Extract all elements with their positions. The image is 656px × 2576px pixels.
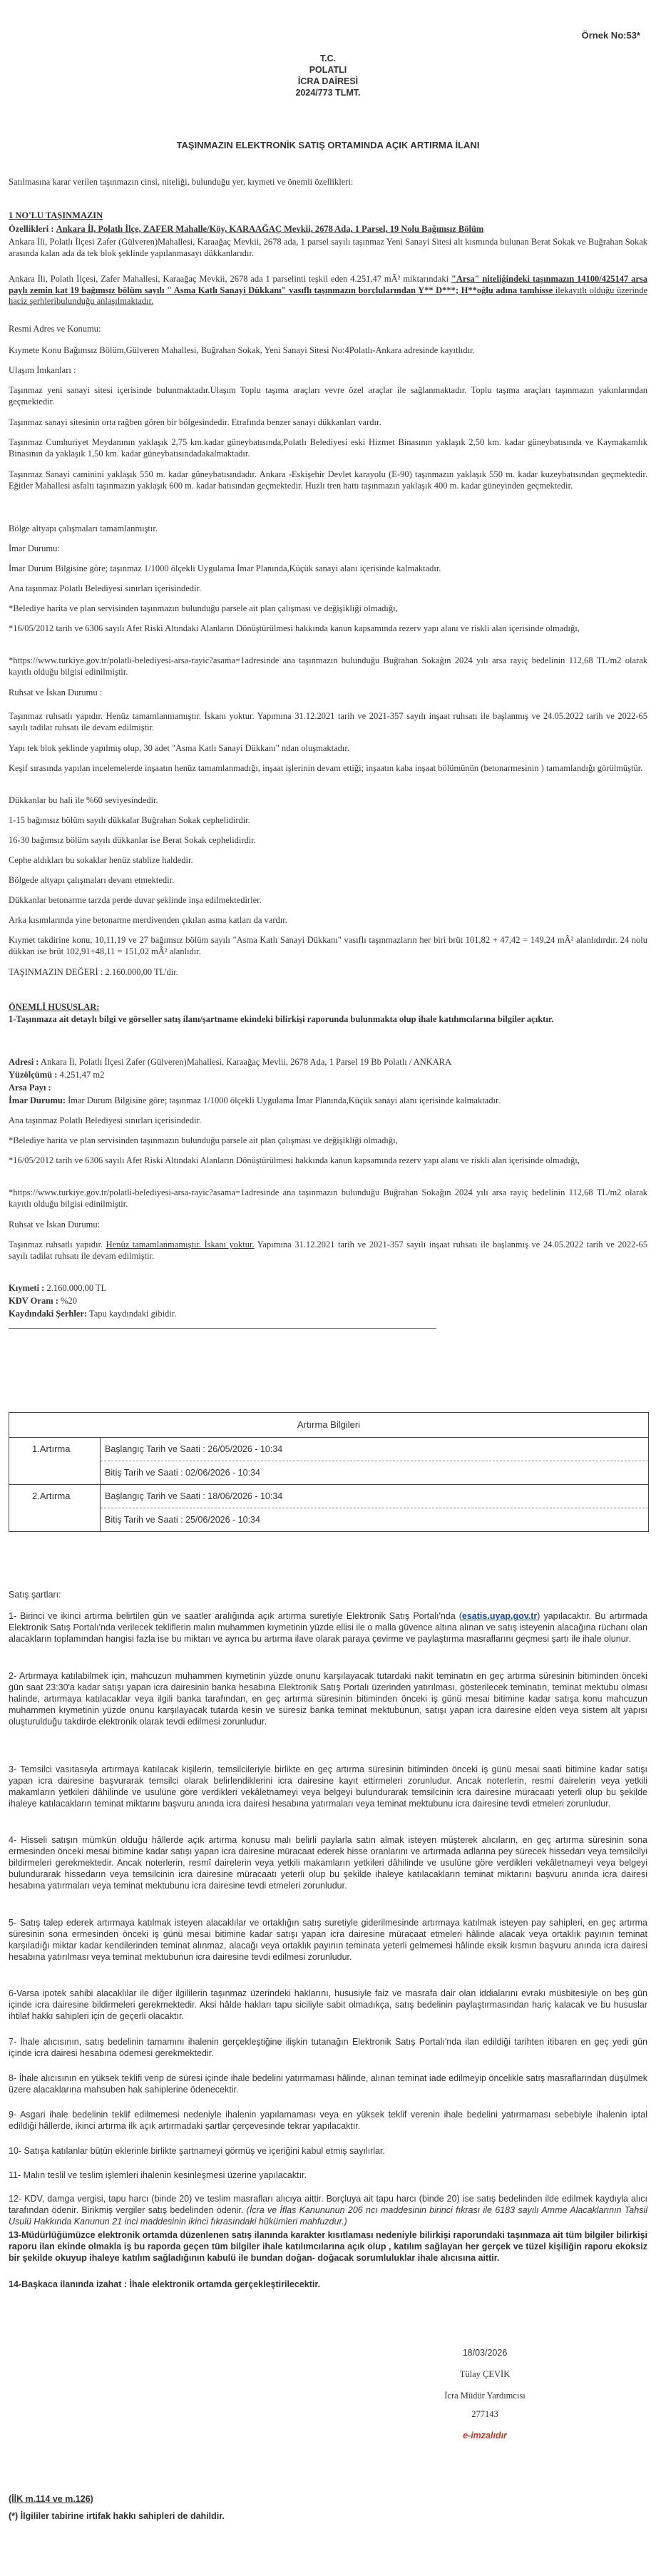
area-value: 4.251,47 m2 — [59, 1070, 105, 1080]
license-8: Bölgede altyapı çalışmaları devam etmektedir. — [9, 875, 175, 885]
signature-name: Tülay ÇEVİK — [459, 2369, 511, 2379]
share-label: Arsa Payı : — [9, 1083, 51, 1093]
kayit-value: Tapu kaydındaki gibidir. — [89, 1309, 177, 1319]
auction-end: Bitiş Tarih ve Saati : 25/06/2026 - 10:34 — [105, 1515, 260, 1525]
zoning-1: İmar Durum Bilgisine göre; taşınmaz 1/1000 ölçekli Uygulama İmar Planında,Küçük sanayi alanı içerisinde kalmaktadır. — [9, 563, 441, 573]
notes-zoning-5: *https://www.turkiye.gov.tr/polatli-belediyesi-arsa-rayic?asama=1adresinde ana taşınmazın bulunduğu Buğrahan Sokağın 2024 yılı arsa rayiç bedelinin 112,68 TL/m2 olarak kayıtlı olduğu bilgisi edinilmiştir. — [9, 1187, 647, 1209]
intro-text: Satılmasına karar verilen taşınmazın cinsi, niteliği, bulunduğu yer, kıymeti ve önemli özellikleri: — [9, 177, 354, 187]
org-line-4: 2024/773 TLMT. — [295, 88, 361, 98]
signature-title: İcra Müdür Yardımcısı — [444, 2391, 526, 2401]
license-3: Keşif sırasında yapılan incelemelerde inşaatın henüz tamamlanmadığı, inşaat işlerinin devam ettiği; inşaatın kaba inşaat bölümünün (betonarmesinin ) tamamlandığı görülmüştür. — [9, 763, 643, 773]
org-line-2: POLATLI — [309, 65, 347, 75]
auction-row-2 — [9, 1485, 648, 1531]
note-1: 1-Taşınmaza ait detaylı bilgi ve görseller satış ilanı/şartname ekindeki bilirkişi raporunda bulunmakta olup ihale katılımcılarına bilgiler açıktır. — [9, 1014, 554, 1024]
terms-heading: Satış şartları: — [9, 1590, 61, 1600]
features-value: Ankara İl, Polatlı İlçe, ZAFER Mahalle/Köy, KARAAĞAÇ Mevkii, 2678 Ada, 1 Parsel, 19 Nolu Bağımsız Bölüm — [56, 224, 484, 234]
license-11: Kıymet takdirine konu, 10,11,19 ve 27 bağımsız bölüm sayılı "Asma Katlı Sanayi Dükkanı" vasıflı taşınmazların her biri brüt 101,82 + 47,42 = 149,24 mÂ² alanlıdırdır. 24 nolu dükkan ise brüt 102,91+48,11 = 151,02 mÂ² alanlıdır. — [9, 935, 647, 956]
term-2: 2- Artırmaya katılabilmek için, mahcuzun muhammen kıymetinin yüzde onunu karşılayacak tutardaki nakit teminatın en geç artırma süresinin bitiminden önceki gün saat 23:30'a kadar satışı yapan icra dairesinin banka hesabına Elektronik Satış Portalı üzerinden yatırılması, gösterilecek teminatın, teminat mektubu olması halinde, artırmaya katılacaklar veya ilgili banka tarafından, en geç artırma süresinin bitiminden önceki iş günü mesai bitimine kadar satışa konu mahcuzun muhammen kıymetinin yüzde onunu karşılayacak tutarda kesin ve süresiz banka teminat mektubunun, satışı yapan icra dairesine elden veya sistem alt yapısı oluşturulduğu takdirde elektronik olarak tevdi edilmesi zorunludur. — [9, 1671, 647, 1727]
term-14: 14-Başkaca ilanında izahat : İhale elektronik ortamda gerçekleştirilecektir. — [9, 2279, 321, 2289]
term-7: 7- İhale alıcısının, satış bedelinin tamamını ihalenin gerçekleştiğine ilişkin tutanağın Elektronik Satış Portalı'nda ilan edildiği tarihten itibaren en geç yedi gün içinde icra dairesi hesabına ödemesi gerekmektedir. — [9, 2037, 647, 2058]
auction-table-title: Artırma Bilgileri — [9, 1413, 648, 1438]
auction-table — [9, 1412, 649, 1532]
license-part-a: Taşınmaz ruhsatlı yapıdır. — [9, 1240, 106, 1249]
notes-address — [9, 1057, 647, 1068]
term-12-part-a: 12- KDV, damga vergisi, tapu harcı (binde 20) ve teslim masrafları alıcıya aittir. Borçluya ait tapu harcı (binde 20) ise satış bedelinden ilde edilmek kaydıyla alıcı tarafından ödenir. Birikmiş vergiler satış bedelinden ödenir. — [9, 2194, 647, 2215]
area-label: Yüzölçümü : — [9, 1070, 58, 1080]
kiymet-line — [9, 1283, 647, 1294]
divider — [9, 1328, 436, 1329]
transport-4: Taşınmaz Sanayi caminini yaklaşık 550 m. kadar güneybatısındadır. Ankara -Eskişehir Devlet karayolu (E-90) taşınmazın yaklaşık 550 m. kadar kuzeybatısından geçmektedir. Eğitler Mahallesi asfaltı taşınmazın yaklaşık 600 m. kadar batısından geçmektedir. Huzlı tren hattı taşınmazın yaklaşık 400 m. kadar güneyinden geçmektedir. — [9, 469, 647, 491]
zoning-4: *16/05/2012 tarih ve 6306 sayılı Afet Riski Altındaki Alanların Dönüştürülmesi hakkında kanun kapsamında rezerv yapı alanı ve riskli alan içerisinde olmadığı, — [9, 623, 580, 633]
transport-title: Ulaşım İmkanları : — [9, 365, 76, 375]
zoning-2: Ana taşınmaz Polatlı Belediyesi sınırları içerisindedir. — [9, 583, 202, 593]
org-line-1: T.C. — [319, 53, 337, 63]
page-title: TAŞINMAZIN ELEKTRONİK SATIŞ ORTAMINDA AÇIK ARTIRMA İLANI — [176, 140, 480, 150]
notes-zoning-3: *Belediye harita ve plan servisinden taşınmazın bulunduğu parsele ait plan çalışması ve değişikliği olmadığı, — [9, 1135, 398, 1145]
property-features — [9, 224, 647, 235]
kdv-label: KDV Oranı : — [9, 1296, 58, 1306]
auction-start: Başlangıç Tarih ve Saati : 18/06/2026 - 10:34 — [101, 1485, 648, 1508]
term-5: 5- Satış talep ederek artırmaya katılmak isteyen alacaklılar ve ortaklığın satış suretiyle giderilmesinde artırmaya katılmak isteyen pay sahipleri, en geç artırma süresinin sona ermesinden önceki iş günü mesai bitimine kadar satışı yapan icra dairesine müracaat etmeleri hâlinde alacak veya ortaklık payının teminat karşıladığı miktar kadar kendilerinden teminat alınmaz, alacağı veya ortaklık payının teminata yeterli gelmemesi hâlinde eksik kısmın başvuru anında icra dairesi hesabına yatırılması veya teminat mektubunun icra dairesine tevdi edilmesi zorunludur. — [9, 1918, 647, 1962]
license-5: 1-15 bağımsız bölüm sayılı dükkalar Buğrahan Sokak cephelidirdir. — [9, 815, 250, 825]
notes-license — [9, 1240, 647, 1262]
term-11: 11- Malın teslil ve teslim işlemleri ihalenin kesinleşmesi üzerine yapılacaktır. — [9, 2170, 307, 2180]
notes-zoning-2: Ana taşınmaz Polatlı Belediyesi sınırları içerisindedir. — [9, 1115, 202, 1125]
license-title: Ruhsat ve İskan Durumu : — [9, 688, 103, 697]
term-6: 6-Varsa ipotek sahibi alacaklılar ile diğer ilgililerin taşınmaz üzerindeki haklarını, hususiyle faiz ve masrafa dair olan iddialarını evrakı müsbitesiyle on beş gün içinde icra dairesine bildirmeleri gerekmektedir. Aksi hâlde hakları tapu siciliyle sabit olmadıkça, satış bedelinin paylaştırmasından hariç kalacak ve bu hususlar ihtilaf hakkı sahipleri için de geçerli olacaktır. — [9, 1988, 647, 2021]
license-6: 16-30 bağımsız bölüm sayılı dükkanlar ise Berat Sokak cephelidirdir. — [9, 835, 256, 845]
property-desc-1: Ankara İli, Polatlı İlçesi Zafer (Gülveren)Mahallesi, Karaağaç Mevkii, 2678 ada, 1 parsel sayılı taşınmaz Yeni Sanayi Sitesi alt kısmında bulunan Berat Sokak ve Buğrahan Sokak arasında kalan ada da tek blok şeklinde yapılanmasayı dükkanlarıdır. — [9, 237, 647, 258]
auction-row-1 — [9, 1438, 648, 1485]
term-12-part-b: (İcra ve İflas Kanununun 206 ncı maddesinin birinci fıkrası ile 6183 sayılı Amme Alacaklarının Tahsil Usulü Hakkında Kanunun 21 inci maddesinin ikinci fıkrasındaki hükümleri mahfuzdur.) — [9, 2205, 647, 2227]
property-heading: 1 NO'LU TAŞINMAZIN — [9, 210, 103, 220]
license-part-c: Yapımına 31.12.2021 tarih ve 2021-357 sayılı inşaat ruhsatı ile başlanmış ve 24.05.2022 tarih ve 2022-65 sayılı tadilat ruhsatı ile devam edilmiştir. — [9, 1240, 648, 1261]
kayit-line — [9, 1309, 647, 1320]
notes-license-title: Ruhsat ve İskan Durumu: — [9, 1220, 101, 1230]
notes-zoning-4: *16/05/2012 tarih ve 6306 sayılı Afet Riski Altındaki Alanların Dönüştürülmesi hakkında kanun kapsamında rezerv yapı alanı ve riskli alan içerisinde olmadığı, — [9, 1155, 580, 1165]
notes-area — [9, 1070, 647, 1081]
term-10: 10- Satışa katılanlar bütün eklerinle birlikte şartnameyi görmüş ve içeriğini kabul etmiş sayılırlar. — [9, 2146, 386, 2156]
kayit-label: Kaydındaki Şerhler: — [9, 1309, 88, 1319]
notes-heading: ÖNEMLİ HUSUSLAR: — [9, 1002, 100, 1012]
auction-end: Bitiş Tarih ve Saati : 02/06/2026 - 10:34 — [105, 1468, 260, 1478]
transport-3: Taşınmaz Cumhuriyet Meydanının yaklaşık 2,75 km.kadar güneybatısında,Polatlı Belediyesi eski Hizmet Binasının yaklaşık 2,50 km. kadar güneybatısında ve Kaymakamlık Binasının da yaklaşık 1,50 km. kadar güneybatısındadakalmaktadır. — [9, 437, 647, 459]
desc2-part-c: ilekayıtlı olduğu üzerinde haciz şerhleribulunduğu anlaşılmaktadır. — [9, 285, 647, 306]
kdv-line — [9, 1296, 647, 1307]
zoning-title: İmar Durumu: — [9, 543, 60, 553]
term-9: 9- Asgari ihale bedelinin teklif edilmemesi nedeniyle ihalenin yapılamaması veya en yüksek teklif verenin ihale bedelini yatırmaması sebebiyle ihalenin iptal edildiği hâllerde, ikinci artırma ilk açık artırmadaki şartlar çerçevesinde tekrar yapılacaktır. — [9, 2110, 647, 2131]
address-label: Adresi : — [9, 1057, 39, 1067]
license-10: Arka kısımlarında yine betonarme merdivenden çıkılan asma katları da vardır. — [9, 915, 287, 925]
footer-ref: (İİK m.114 ve m.126) — [9, 2494, 93, 2504]
term-1-part-a: 1- Birinci ve ikinci artırma belirtilen gün ve saatler aralığında açık artırma suretiyle Elektronik Satış Portalı'nda ( — [9, 1611, 462, 1621]
desc2-part-b: "Arsa" niteliğindeki taşınmazın 14100/425147 arsa paylı zemin kat 19 bağımsız bölüm sayılı " Asma Katlı Sanayi Dükkanı" vasıflı taşınmazın borçlularından Y** D***; H**oğlu adına tamhisse — [9, 274, 647, 295]
property-value: TAŞINMAZIN DEĞERİ : 2.160.000,00 TL'dir. — [9, 967, 178, 977]
kdv-value: %20 — [61, 1296, 77, 1306]
footer-note: (*) İlgililer tabirine irtifak hakkı sahipleri de dahildir. — [9, 2511, 225, 2521]
transport-2: Taşınmaz sanayi sitesinin orta rağben gören bir bölgesindedir. Etrafında benzer sanayi dükkanları vardır. — [9, 417, 381, 427]
auction-row-label: 2.Artırma — [9, 1485, 101, 1531]
esatis-link[interactable]: esatis.uyap.gov.tr — [461, 1611, 538, 1621]
zoning-value: İmar Durum Bilgisine göre; taşınmaz 1/1000 ölçekli Uygulama İmar Planında,Küçük sanayi alanı içerisinde kalmaktadır. — [68, 1095, 501, 1105]
term-3: 3- Temsilci vasıtasıyla artırmaya katılacak kişilerin, temsilcileriyle birlikte en geç artırma süresinin bitiminden önceki iş günü mesai saati bitimine kadar satışı yapan icra dairesine başvurarak temsilci olarak belirlendiklerini icra dairesine kayıt ettirmeleri zorunludur. Ancak noterlerin, resmi dairelerin veya yetkili makamların yetkileri dâhilinde ve usulüne göre verdikleri vekâletnameyi veya belgeyi bulundurarak temsilcinin icra dairesine müracaatı yeterli olup bu şekilde ihaleye katılacakların teminat miktarını başvuru anında icra dairesi hesabına yatırmaları veya teminat mektubunu icra dairesine tevdi etmeleri zorunludur. — [9, 1764, 647, 1809]
license-1: Taşınmaz ruhsatlı yapıdır. Henüz tamamlanmamıştır. İskanı yoktur. Yapımına 31.12.2021 tarih ve 2021-357 sayılı inşaat ruhsatı ile başlanmış ve 24.05.2022 tarih ve 2022-65 sayılı tadilat ruhsatı ile devam edilmiştir. — [9, 711, 647, 732]
term-13: 13-Müdürlüğümüzce elektronik ortamda düzenlenen satış ilanında karakter kısıtlaması nedeniyle bilirkişi raporundaki taşınmaza ait tüm bilgiler bilirkişi raporu ilan ekinde olmakla iş bu raporda geçen tüm bilgiler ihale katılımcılarına açık olup , katılım sağlayan her gerçek ve tüzel kişiliğin raporu ekoksiz bir şekilde okuyup ihaleye katılım sağladığının kabulü ile bundan doğan- doğacak sorumluluklar ihale alıcısına aittir. — [9, 2230, 647, 2263]
address-value: Ankara İl, Polatlı İlçesi Zafer (Gülveren)Mahallesi, Karaağaç Mevlii, 2678 Ada, 1 Parsel 19 Bb Polatlı / ANKARA — [40, 1057, 452, 1067]
auction-start: Başlangıç Tarih ve Saati : 26/05/2026 - 10:34 — [101, 1438, 648, 1461]
transport-1: Taşınmaz yeni sanayi sitesi içerisinde bulunmaktadır.Ulaşım Toplu taşıma araçları vevre özel araçlar ile sağlanmaktadır. Toplu taşıma araçları taşınmazın yakınlarından geçmektedir. — [9, 385, 647, 407]
license-2: Yapı tek blok şeklinde yapılmış olup, 30 adet "Asma Katlı Sanayi Dükkanı" ndan oluşmaktadır. — [9, 743, 349, 753]
notes-zoning — [9, 1095, 647, 1107]
zoning-label: İmar Durumu: — [9, 1095, 66, 1105]
address-title: Resmi Adres ve Konumu: — [9, 324, 101, 334]
license-part-b: Henüz tamamlanmamıştır. İskanı yoktur. — [106, 1240, 255, 1249]
auction-row-label: 1.Artırma — [9, 1438, 101, 1484]
property-desc-2 — [9, 274, 647, 307]
zoning-5: *https://www.turkiye.gov.tr/polatli-belediyesi-arsa-rayic?asama=1adresinde ana taşınmazın bulunduğu Buğrahan Sokağın 2024 yılı arsa rayiç bedelinin 112,68 TL/m2 olarak kayıtlı olduğu bilgisi edinilmiştir. — [9, 655, 647, 677]
term-12 — [9, 2193, 647, 2227]
sample-number: Örnek No:53* — [581, 30, 640, 41]
desc2-part-a: Ankara İli, Polatlı İlçesi, Zafer Mahallesi, Karaağaç Mevkii, 2678 ada 1 parselinti teşkil eden 4.251,47 mÂ² miktarındaki — [9, 274, 451, 284]
signature-number: 277143 — [471, 2409, 498, 2419]
e-signature-stamp: e-imzalıdır — [463, 2431, 507, 2440]
zoning-3: *Belediye harita ve plan servisinden taşınmazın bulunduğu parsele ait plan çalışması ve değişikliği olmadığı, — [9, 603, 398, 613]
address-text: Kıymete Konu Bağımsız Bölüm,Gülveren Mahallesi, Buğrahan Sokak, Yeni Sanayi Sitesi No:4Polatlı-Ankara adresinde kayıtlıdır. — [9, 345, 475, 355]
kiymet-label: Kıymeti : — [9, 1283, 45, 1293]
license-9: Dükkanlar betonarme tarzda perde duvar şeklinde inşa edilmektedirler. — [9, 895, 262, 905]
features-label: Özellikleri : — [9, 224, 54, 234]
term-8: 8- İhale alıcısının en yüksek teklifi verip de süresi içinde ihale bedelini yatırmaması hâlinde, alınan teminat iade edilmeyip öncelikle satış masraflarından düşülmek üzere alacaklarına mahsuben hak sahiplerine ödenecektir. — [9, 2073, 647, 2095]
license-4: Dükkanlar bu hali ile %60 seviyesindedir. — [9, 795, 158, 805]
org-line-3: İCRA DAİRESİ — [297, 76, 359, 86]
term-1-part-b: ) yapılacaktır. Bu artırmada Elektronik Satış Portalı'nda verilecek tekliflerin malın muhammen kıymetinin yüzde ellisi ile o malla güvence altına alınan ve satış isteyenin alacağına rüchanı olan alacakların toplamından hangisi fazla ise bu miktarı ve ayrıca bu artırma ilave olarak paraya çevirme ve paylaştırma masraflarını geçmesi şartı ile ihale olunur. — [9, 1611, 648, 1644]
kiymet-value: 2.160.000,00 TL — [46, 1283, 107, 1293]
license-7: Cephe aldıkları bu sokaklar henüz stablize haldedir. — [9, 855, 193, 865]
infra-text: Bölge altyapı çalışmaları tamamlanmıştır. — [9, 523, 158, 533]
signature-date: 18/03/2026 — [462, 2348, 508, 2358]
term-1 — [9, 1610, 647, 1645]
term-4: 4- Hisseli satışın mümkün olduğu hâllerde açık artırma konusu malı belirli paylarla satın almak isteyen müşterek alıcıların, en geç artırma süresinin sona ermesinden önceki mesai bitimine kadar satışı yapan icra dairesine müracaat ederek hisse oranlarını ve artırmada adlarına pey sürecek hissedarı veya temsilcilyi bildirmeleri gerekmektedir. Ancak noterlerin, resmî dairelerin veya yetkili makamların yetkileri dâhilinde ve usulüne göre verdikleri vekâletnameyi veya belgeyi bulundurarak hissedarın veya temsilcinin icra dairesine müracaatı yeterli olup bu şekilde ihaleye katılacakların teminat miktarını başvuru anında icra dairesi hesabına yatırmaları veya teminat mektubunu icra dairesine tevdi etmeleri zorunludur. — [9, 1835, 647, 1891]
